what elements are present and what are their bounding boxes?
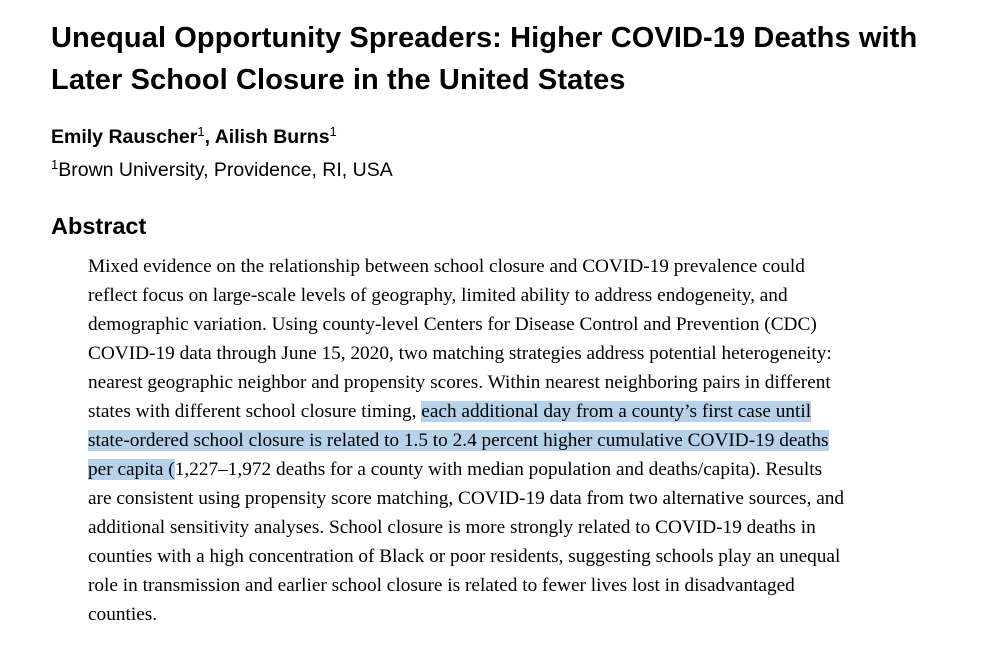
abstract-line: reflect focus on large-scale levels of geography, limited ability to address endogeneity, and [88,285,788,306]
abstract-line: role in transmission and earlier school closure is related to fewer lives lost in disadvantaged [88,575,795,596]
abstract-line [88,426,968,455]
abstract-line: Mixed evidence on the relationship between school closure and COVID-19 prevalence could [88,256,805,277]
abstract-line: COVID-19 data through June 15, 2020, two matching strategies address potential heterogeneity: [88,343,832,364]
paper-title: Unequal Opportunity Spreaders: Higher COVID-19 Deaths with Later School Closure in the United States [51,22,918,96]
abstract-text: states with different school closure timing, [88,401,422,422]
affiliation-superscript: 1 [197,124,205,139]
text-selection-highlight[interactable]: per capita ( [88,459,175,480]
affiliation [51,157,393,183]
author-separator: , [204,126,210,148]
abstract-line: additional sensitivity analyses. School closure is more strongly related to COVID-19 deaths in [88,517,816,538]
author-name: Ailish Burns [214,126,330,148]
author-name: Emily Rauscher [51,126,198,148]
text-selection-highlight[interactable]: state-ordered school closure is related to 1.5 to 2.4 percent higher cumulative COVID-19 deaths [88,430,829,451]
abstract-line: demographic variation. Using county-level Centers for Disease Control and Prevention (CDC) [88,314,817,335]
abstract-line: counties with a high concentration of Black or poor residents, suggesting schools play an unequal [88,546,841,567]
abstract-line [88,455,968,484]
abstract-line: nearest geographic neighbor and propensity scores. Within nearest neighboring pairs in different [88,372,831,393]
abstract-line: are consistent using propensity score matching, COVID-19 data from two alternative sources, and [88,488,845,509]
abstract-text: 1,227–1,972 deaths for a county with median population and deaths/capita). Results [174,459,823,480]
abstract-line: counties. [88,604,158,625]
abstract-heading: Abstract [51,213,147,239]
text-selection-highlight[interactable]: each additional day from a county’s first case until [421,401,812,422]
abstract-line [88,397,968,426]
affiliation-superscript: 1 [51,157,59,172]
affiliation-text: Brown University, Providence, RI, USA [58,159,393,181]
author-list [51,124,337,150]
affiliation-superscript: 1 [329,124,337,139]
abstract-body[interactable] [88,252,968,629]
